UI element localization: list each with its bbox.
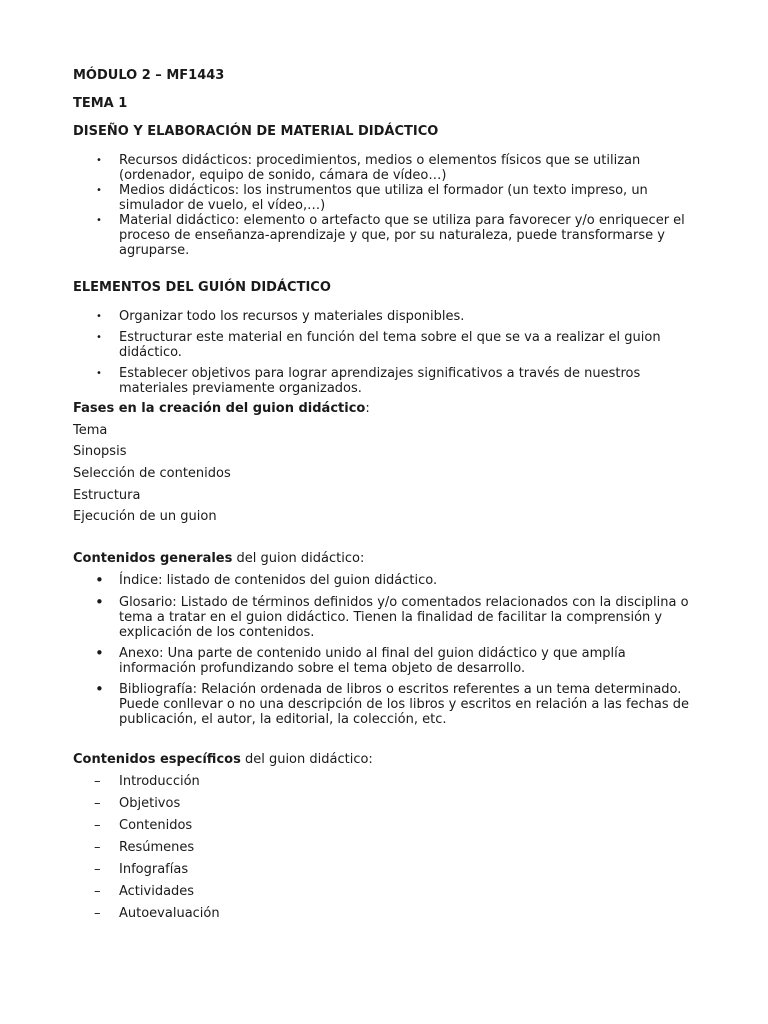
list-item: – Contenidos xyxy=(73,818,693,833)
list-item: • Establecer objetivos para lograr aprendizajes significativos a través de nuestros materiales previamente organizados. xyxy=(73,366,693,396)
bullet-icon: • xyxy=(96,332,102,343)
bullet-icon: • xyxy=(96,215,102,226)
list-item: – Introducción xyxy=(73,774,693,789)
specific-heading: Contenidos específicos del guion didáctico: xyxy=(73,752,373,767)
list-item: – Objetivos xyxy=(73,796,693,811)
module-title: MÓDULO 2 – MF1443 xyxy=(73,68,225,83)
dash-icon: – xyxy=(94,796,101,811)
dash-icon: – xyxy=(94,840,101,855)
list-item: – Infografías xyxy=(73,862,693,877)
bullet-icon: • xyxy=(95,644,104,662)
bullet-icon: • xyxy=(96,155,102,166)
list-item: – Actividades xyxy=(73,884,693,899)
list-item: • Organizar todo los recursos y materiales disponibles. xyxy=(73,309,693,324)
list-item: • Índice: listado de contenidos del guion didáctico. xyxy=(73,573,693,588)
bullet-icon: • xyxy=(96,368,102,379)
specific-list xyxy=(73,774,693,921)
phase-item: Selección de contenidos xyxy=(73,466,231,481)
list-item: • Medios didácticos: los instrumentos que utiliza el formador (un texto impreso, un simulador de vuelo, el vídeo,…) xyxy=(73,183,693,213)
dash-icon: – xyxy=(94,774,101,789)
bullet-icon: • xyxy=(95,571,104,589)
dash-icon: – xyxy=(94,906,101,921)
dash-icon: – xyxy=(94,818,101,833)
list-item: • Material didáctico: elemento o artefacto que se utiliza para favorecer y/o enriquecer el proceso de enseñanza-aprendizaje y que, por su naturaleza, puede transformarse y agruparse. xyxy=(73,213,693,258)
list-item: • Recursos didácticos: procedimientos, medios o elementos físicos que se utilizan (ordenador, equipo de sonido, cámara de vídeo…) xyxy=(73,153,693,183)
intro-list xyxy=(73,153,693,258)
list-item: • Anexo: Una parte de contenido unido al final del guion didáctico y que amplía información profundizando sobre el tema objeto de desarrollo. xyxy=(73,646,693,676)
list-item: • Estructurar este material en función del tema sobre el que se va a realizar el guion didáctico. xyxy=(73,330,693,360)
guion-list xyxy=(73,309,693,396)
general-list xyxy=(73,573,693,727)
list-item: • Bibliografía: Relación ordenada de libros o escritos referentes a un tema determinado. Puede conllevar o no una descripción de los libros y escritos en relación a las fechas de publicación, el autor, la editorial, la colección, etc. xyxy=(73,682,693,727)
bullet-icon: • xyxy=(96,311,102,322)
bullet-icon: • xyxy=(96,185,102,196)
phase-item: Estructura xyxy=(73,488,141,503)
section-title-material: DISEÑO Y ELABORACIÓN DE MATERIAL DIDÁCTICO xyxy=(73,124,439,139)
section-title-guion: ELEMENTOS DEL GUIÓN DIDÁCTICO xyxy=(73,280,331,295)
bullet-icon: • xyxy=(95,680,104,698)
bullet-icon: • xyxy=(95,593,104,611)
phase-item: Ejecución de un guion xyxy=(73,509,217,524)
list-item: – Autoevaluación xyxy=(73,906,693,921)
list-item: – Resúmenes xyxy=(73,840,693,855)
phase-item: Tema xyxy=(73,423,108,438)
dash-icon: – xyxy=(94,862,101,877)
topic-title: TEMA 1 xyxy=(73,96,128,111)
dash-icon: – xyxy=(94,884,101,899)
general-heading: Contenidos generales del guion didáctico: xyxy=(73,551,365,566)
phases-heading: Fases en la creación del guion didáctico: xyxy=(73,401,370,416)
phase-item: Sinopsis xyxy=(73,444,127,459)
list-item: • Glosario: Listado de términos definidos y/o comentados relacionados con la disciplina o tema a tratar en el guion didáctico. Tienen la finalidad de facilitar la comprensión y explicación de los contenidos. xyxy=(73,595,693,640)
